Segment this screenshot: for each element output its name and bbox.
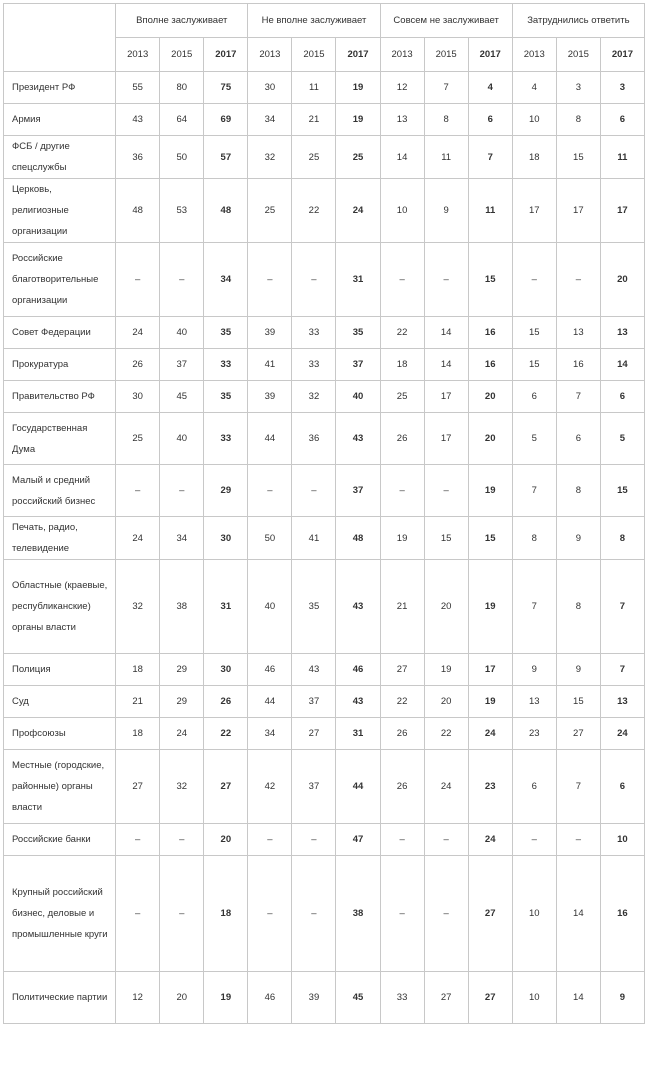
value-cell: 19 <box>336 72 380 104</box>
value-cell: 9 <box>600 972 644 1024</box>
value-cell: 25 <box>292 136 336 179</box>
value-cell: 30 <box>116 381 160 413</box>
value-cell: 50 <box>248 517 292 560</box>
group-header: Не вполне заслуживает <box>248 4 380 38</box>
row-label: Полиция <box>4 654 116 686</box>
value-cell: 44 <box>248 686 292 718</box>
value-cell: – <box>116 465 160 517</box>
value-cell: 15 <box>600 465 644 517</box>
value-cell: 17 <box>512 179 556 243</box>
value-cell: 15 <box>556 686 600 718</box>
value-cell: 24 <box>336 179 380 243</box>
value-cell: 32 <box>116 560 160 654</box>
value-cell: 7 <box>600 654 644 686</box>
value-cell: 29 <box>160 654 204 686</box>
value-cell: 15 <box>512 349 556 381</box>
value-cell: 6 <box>512 750 556 824</box>
value-cell: 7 <box>600 560 644 654</box>
table-row <box>4 517 645 560</box>
value-cell: 18 <box>116 718 160 750</box>
value-cell: 24 <box>468 824 512 856</box>
value-cell: 34 <box>160 517 204 560</box>
value-cell: 8 <box>600 517 644 560</box>
value-cell: 27 <box>556 718 600 750</box>
value-cell: 40 <box>160 413 204 465</box>
value-cell: 20 <box>468 413 512 465</box>
value-cell: – <box>292 856 336 972</box>
value-cell: 13 <box>512 686 556 718</box>
value-cell: 37 <box>336 349 380 381</box>
value-cell: 6 <box>468 104 512 136</box>
value-cell: 4 <box>468 72 512 104</box>
value-cell: 32 <box>160 750 204 824</box>
row-label: Государственная Дума <box>4 413 116 465</box>
value-cell: 33 <box>204 349 248 381</box>
table-row <box>4 381 645 413</box>
value-cell: 15 <box>512 317 556 349</box>
value-cell: 33 <box>380 972 424 1024</box>
table-row <box>4 686 645 718</box>
value-cell: 25 <box>116 413 160 465</box>
table-row <box>4 718 645 750</box>
value-cell: 21 <box>116 686 160 718</box>
value-cell: 19 <box>468 560 512 654</box>
value-cell: 18 <box>512 136 556 179</box>
value-cell: – <box>116 243 160 317</box>
value-cell: 40 <box>336 381 380 413</box>
value-cell: 38 <box>160 560 204 654</box>
table-row <box>4 824 645 856</box>
year-header: 2017 <box>600 38 644 72</box>
year-header: 2013 <box>248 38 292 72</box>
value-cell: 13 <box>600 317 644 349</box>
group-header: Затруднились ответить <box>512 4 644 38</box>
value-cell: 9 <box>556 654 600 686</box>
value-cell: 29 <box>204 465 248 517</box>
row-label: Суд <box>4 686 116 718</box>
row-label: Совет Федерации <box>4 317 116 349</box>
group-header-row <box>4 4 645 38</box>
value-cell: – <box>424 465 468 517</box>
value-cell: 7 <box>468 136 512 179</box>
value-cell: 16 <box>468 349 512 381</box>
value-cell: 19 <box>380 517 424 560</box>
value-cell: 43 <box>116 104 160 136</box>
value-cell: 32 <box>292 381 336 413</box>
year-header: 2015 <box>556 38 600 72</box>
value-cell: – <box>512 243 556 317</box>
value-cell: 24 <box>160 718 204 750</box>
value-cell: 39 <box>248 317 292 349</box>
value-cell: 34 <box>204 243 248 317</box>
value-cell: 43 <box>336 413 380 465</box>
value-cell: 7 <box>512 560 556 654</box>
year-header: 2013 <box>380 38 424 72</box>
value-cell: 36 <box>116 136 160 179</box>
value-cell: 46 <box>248 654 292 686</box>
table-row <box>4 179 645 243</box>
table-row <box>4 465 645 517</box>
value-cell: 22 <box>380 317 424 349</box>
value-cell: 19 <box>468 686 512 718</box>
table-row <box>4 349 645 381</box>
value-cell: 13 <box>556 317 600 349</box>
value-cell: 32 <box>248 136 292 179</box>
value-cell: 16 <box>600 856 644 972</box>
value-cell: 10 <box>600 824 644 856</box>
row-label: Армия <box>4 104 116 136</box>
value-cell: – <box>424 243 468 317</box>
row-label: Профсоюзы <box>4 718 116 750</box>
value-cell: 15 <box>556 136 600 179</box>
row-label: Местные (городские, районные) органы власти <box>4 750 116 824</box>
row-label: Печать, радио, телевидение <box>4 517 116 560</box>
value-cell: 35 <box>204 317 248 349</box>
value-cell: – <box>160 465 204 517</box>
year-header: 2013 <box>116 38 160 72</box>
value-cell: 53 <box>160 179 204 243</box>
table-row <box>4 317 645 349</box>
value-cell: 8 <box>556 104 600 136</box>
value-cell: 11 <box>292 72 336 104</box>
value-cell: 27 <box>380 654 424 686</box>
value-cell: 15 <box>468 517 512 560</box>
row-label: Политические партии <box>4 972 116 1024</box>
value-cell: 17 <box>600 179 644 243</box>
value-cell: 19 <box>468 465 512 517</box>
value-cell: 38 <box>336 856 380 972</box>
year-header: 2015 <box>160 38 204 72</box>
table-row <box>4 856 645 972</box>
value-cell: 19 <box>424 654 468 686</box>
value-cell: 30 <box>204 654 248 686</box>
value-cell: – <box>248 243 292 317</box>
value-cell: 20 <box>424 686 468 718</box>
value-cell: 25 <box>336 136 380 179</box>
value-cell: 50 <box>160 136 204 179</box>
value-cell: – <box>160 856 204 972</box>
value-cell: 69 <box>204 104 248 136</box>
value-cell: 8 <box>556 560 600 654</box>
value-cell: 26 <box>380 750 424 824</box>
value-cell: 3 <box>556 72 600 104</box>
value-cell: 11 <box>468 179 512 243</box>
value-cell: 22 <box>424 718 468 750</box>
group-header: Совсем не заслуживает <box>380 4 512 38</box>
value-cell: – <box>380 824 424 856</box>
value-cell: 5 <box>600 413 644 465</box>
value-cell: 30 <box>248 72 292 104</box>
value-cell: 10 <box>512 104 556 136</box>
value-cell: 80 <box>160 72 204 104</box>
value-cell: 6 <box>600 381 644 413</box>
value-cell: 27 <box>292 718 336 750</box>
value-cell: 9 <box>424 179 468 243</box>
row-label: ФСБ / другие спецслужбы <box>4 136 116 179</box>
row-label: Крупный российский бизнес, деловые и промышленные круги <box>4 856 116 972</box>
value-cell: 64 <box>160 104 204 136</box>
value-cell: 11 <box>424 136 468 179</box>
value-cell: – <box>424 824 468 856</box>
value-cell: 33 <box>204 413 248 465</box>
value-cell: – <box>160 243 204 317</box>
trust-table <box>3 3 645 1024</box>
value-cell: 39 <box>292 972 336 1024</box>
value-cell: 21 <box>380 560 424 654</box>
value-cell: 33 <box>292 349 336 381</box>
value-cell: 40 <box>248 560 292 654</box>
value-cell: 20 <box>468 381 512 413</box>
value-cell: 7 <box>556 381 600 413</box>
value-cell: 41 <box>292 517 336 560</box>
value-cell: 5 <box>512 413 556 465</box>
value-cell: 24 <box>116 517 160 560</box>
value-cell: 27 <box>204 750 248 824</box>
value-cell: 21 <box>292 104 336 136</box>
value-cell: 37 <box>292 750 336 824</box>
value-cell: 14 <box>556 856 600 972</box>
value-cell: 16 <box>556 349 600 381</box>
value-cell: 13 <box>380 104 424 136</box>
value-cell: 8 <box>556 465 600 517</box>
value-cell: 7 <box>424 72 468 104</box>
value-cell: 22 <box>292 179 336 243</box>
value-cell: 3 <box>600 72 644 104</box>
row-label: Прокуратура <box>4 349 116 381</box>
row-label: Областные (краевые, республиканские) органы власти <box>4 560 116 654</box>
value-cell: 44 <box>336 750 380 824</box>
value-cell: 33 <box>292 317 336 349</box>
value-cell: 26 <box>116 349 160 381</box>
value-cell: 10 <box>380 179 424 243</box>
value-cell: 26 <box>204 686 248 718</box>
corner-cell <box>4 4 116 72</box>
value-cell: 34 <box>248 718 292 750</box>
table-row <box>4 560 645 654</box>
value-cell: 14 <box>556 972 600 1024</box>
value-cell: 14 <box>424 317 468 349</box>
value-cell: 29 <box>160 686 204 718</box>
value-cell: 17 <box>424 413 468 465</box>
value-cell: 24 <box>116 317 160 349</box>
row-label: Российские благотворительные организации <box>4 243 116 317</box>
value-cell: 19 <box>204 972 248 1024</box>
value-cell: 6 <box>600 104 644 136</box>
value-cell: 23 <box>468 750 512 824</box>
row-label: Президент РФ <box>4 72 116 104</box>
value-cell: – <box>380 465 424 517</box>
table-row <box>4 654 645 686</box>
value-cell: 20 <box>160 972 204 1024</box>
value-cell: 27 <box>116 750 160 824</box>
value-cell: 30 <box>204 517 248 560</box>
value-cell: 13 <box>600 686 644 718</box>
value-cell: 17 <box>556 179 600 243</box>
value-cell: 31 <box>336 718 380 750</box>
value-cell: 37 <box>160 349 204 381</box>
value-cell: 11 <box>600 136 644 179</box>
table-row <box>4 243 645 317</box>
table-row <box>4 136 645 179</box>
value-cell: 20 <box>204 824 248 856</box>
row-label: Малый и средний российский бизнес <box>4 465 116 517</box>
value-cell: 24 <box>424 750 468 824</box>
value-cell: 24 <box>600 718 644 750</box>
value-cell: 19 <box>336 104 380 136</box>
value-cell: 46 <box>248 972 292 1024</box>
value-cell: – <box>292 824 336 856</box>
value-cell: 27 <box>468 856 512 972</box>
year-header: 2015 <box>424 38 468 72</box>
value-cell: 14 <box>600 349 644 381</box>
value-cell: 7 <box>556 750 600 824</box>
value-cell: 31 <box>204 560 248 654</box>
value-cell: 42 <box>248 750 292 824</box>
value-cell: 14 <box>380 136 424 179</box>
value-cell: 48 <box>116 179 160 243</box>
value-cell: 55 <box>116 72 160 104</box>
year-header: 2017 <box>336 38 380 72</box>
value-cell: – <box>556 243 600 317</box>
row-label: Церковь, религиозные организации <box>4 179 116 243</box>
value-cell: 16 <box>468 317 512 349</box>
value-cell: 10 <box>512 856 556 972</box>
year-header: 2013 <box>512 38 556 72</box>
value-cell: 9 <box>512 654 556 686</box>
table-body <box>4 72 645 1024</box>
value-cell: 43 <box>292 654 336 686</box>
value-cell: 27 <box>468 972 512 1024</box>
value-cell: 75 <box>204 72 248 104</box>
value-cell: 39 <box>248 381 292 413</box>
value-cell: – <box>248 824 292 856</box>
value-cell: 20 <box>424 560 468 654</box>
value-cell: 40 <box>160 317 204 349</box>
value-cell: 35 <box>292 560 336 654</box>
group-header: Вполне заслуживает <box>116 4 248 38</box>
value-cell: 34 <box>248 104 292 136</box>
value-cell: 46 <box>336 654 380 686</box>
value-cell: 37 <box>292 686 336 718</box>
value-cell: 8 <box>424 104 468 136</box>
year-header: 2017 <box>468 38 512 72</box>
value-cell: 12 <box>116 972 160 1024</box>
value-cell: 24 <box>468 718 512 750</box>
value-cell: 48 <box>204 179 248 243</box>
value-cell: – <box>116 824 160 856</box>
value-cell: 18 <box>380 349 424 381</box>
value-cell: 45 <box>160 381 204 413</box>
value-cell: – <box>292 465 336 517</box>
value-cell: 6 <box>600 750 644 824</box>
row-label: Правительство РФ <box>4 381 116 413</box>
value-cell: 47 <box>336 824 380 856</box>
value-cell: 20 <box>600 243 644 317</box>
value-cell: 26 <box>380 413 424 465</box>
value-cell: 23 <box>512 718 556 750</box>
table-row <box>4 413 645 465</box>
value-cell: 35 <box>204 381 248 413</box>
value-cell: – <box>512 824 556 856</box>
value-cell: 10 <box>512 972 556 1024</box>
table-row <box>4 72 645 104</box>
value-cell: 4 <box>512 72 556 104</box>
value-cell: – <box>248 856 292 972</box>
value-cell: 43 <box>336 560 380 654</box>
year-header: 2015 <box>292 38 336 72</box>
value-cell: – <box>424 856 468 972</box>
value-cell: – <box>116 856 160 972</box>
value-cell: 17 <box>468 654 512 686</box>
table-row <box>4 104 645 136</box>
value-cell: 6 <box>556 413 600 465</box>
value-cell: 31 <box>336 243 380 317</box>
value-cell: 57 <box>204 136 248 179</box>
value-cell: 43 <box>336 686 380 718</box>
value-cell: 8 <box>512 517 556 560</box>
table-row <box>4 750 645 824</box>
value-cell: 45 <box>336 972 380 1024</box>
value-cell: – <box>248 465 292 517</box>
value-cell: 15 <box>424 517 468 560</box>
year-header: 2017 <box>204 38 248 72</box>
value-cell: 9 <box>556 517 600 560</box>
value-cell: 6 <box>512 381 556 413</box>
value-cell: 41 <box>248 349 292 381</box>
value-cell: 22 <box>380 686 424 718</box>
value-cell: 18 <box>116 654 160 686</box>
value-cell: 27 <box>424 972 468 1024</box>
value-cell: – <box>380 243 424 317</box>
value-cell: 44 <box>248 413 292 465</box>
value-cell: – <box>556 824 600 856</box>
value-cell: 36 <box>292 413 336 465</box>
value-cell: 48 <box>336 517 380 560</box>
value-cell: – <box>292 243 336 317</box>
row-label: Российские банки <box>4 824 116 856</box>
value-cell: 26 <box>380 718 424 750</box>
value-cell: 7 <box>512 465 556 517</box>
value-cell: 14 <box>424 349 468 381</box>
value-cell: 12 <box>380 72 424 104</box>
value-cell: 15 <box>468 243 512 317</box>
value-cell: 25 <box>248 179 292 243</box>
value-cell: 25 <box>380 381 424 413</box>
value-cell: 22 <box>204 718 248 750</box>
value-cell: – <box>160 824 204 856</box>
value-cell: 37 <box>336 465 380 517</box>
table-row <box>4 972 645 1024</box>
value-cell: 35 <box>336 317 380 349</box>
value-cell: 18 <box>204 856 248 972</box>
value-cell: – <box>380 856 424 972</box>
value-cell: 17 <box>424 381 468 413</box>
